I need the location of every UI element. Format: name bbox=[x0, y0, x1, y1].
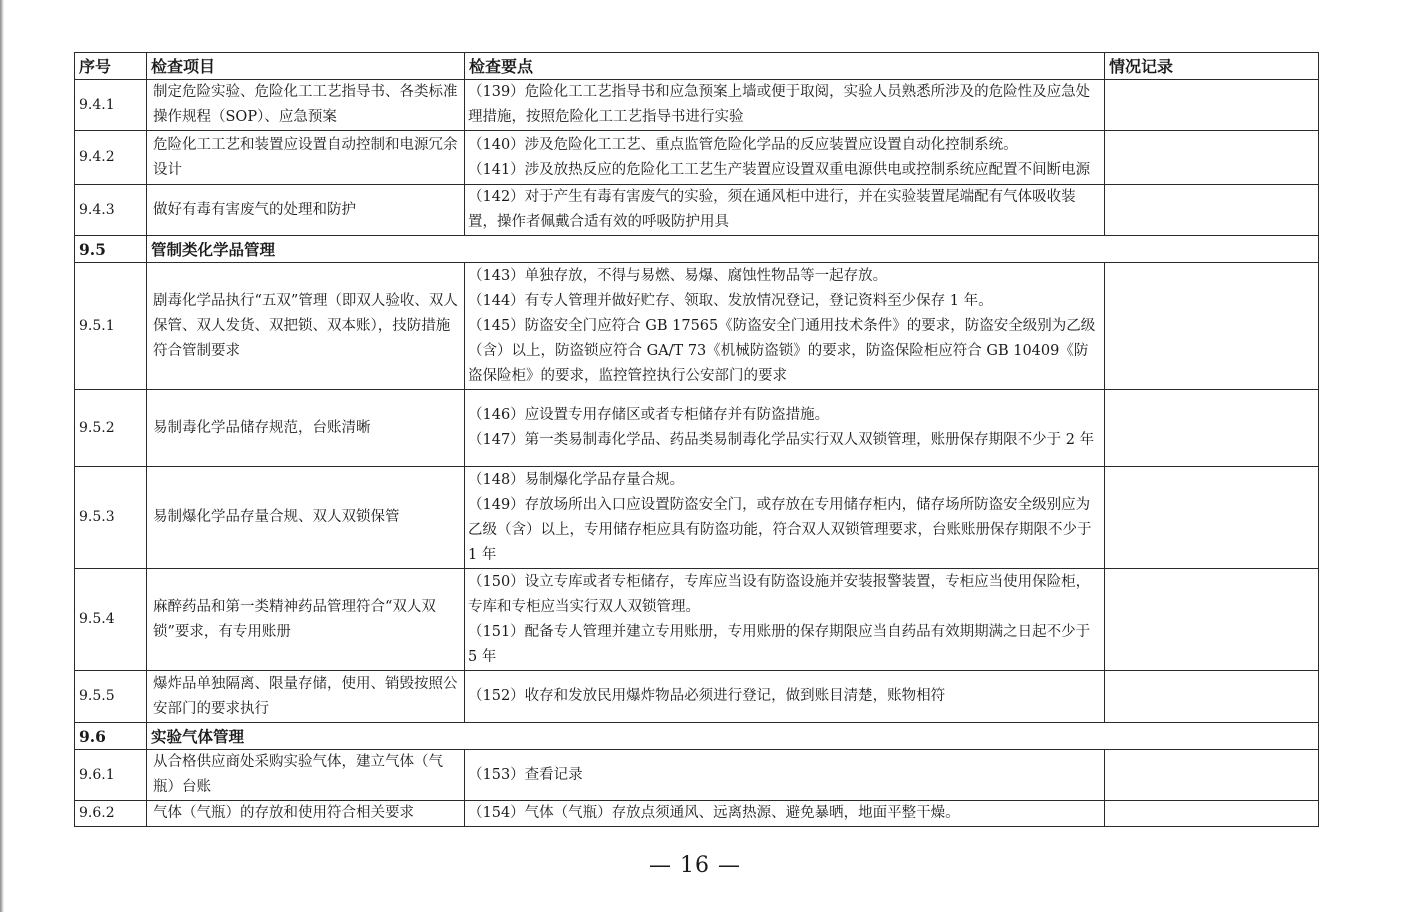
inspection-point: （154）气体（气瓶）存放点须通风、远离热源、避免暴晒，地面平整干燥。 bbox=[468, 805, 960, 821]
section-title: 实验气体管理 bbox=[147, 723, 1319, 750]
inspection-point: （139）危险化工工艺指导书和应急预案上墙或便于取阅，实验人员熟悉所涉及的危险性及应急处理措施，按照危险化工工艺指导书进行实验 bbox=[468, 84, 1091, 125]
table-row bbox=[75, 263, 1319, 390]
inspection-table-page bbox=[74, 52, 1318, 827]
item-number: 9.5.4 bbox=[75, 569, 147, 671]
inspection-point: （140）涉及危险化工工艺、重点监管危险化学品的反应装置应设置自动化控制系统。 bbox=[468, 136, 1018, 153]
status-record-cell[interactable] bbox=[1105, 185, 1319, 236]
inspection-points bbox=[465, 263, 1105, 390]
table-body bbox=[75, 80, 1319, 827]
section-row bbox=[75, 236, 1319, 263]
inspection-item: 气体（气瓶）的存放和使用符合相关要求 bbox=[147, 801, 465, 827]
inspection-point: （149）存放场所出入口应设置防盗安全门，或存放在专用储存柜内，储存场所防盗安全级别应为乙级（含）以上，专用储存柜应具有防盗功能，符合双人双锁管理要求，台账账册保存期限不少于 1 年 bbox=[468, 496, 1092, 563]
table-row bbox=[75, 801, 1319, 827]
item-number: 9.5.5 bbox=[75, 671, 147, 723]
status-record-cell[interactable] bbox=[1105, 801, 1319, 827]
item-number: 9.5.1 bbox=[75, 263, 147, 390]
status-record-cell[interactable] bbox=[1105, 131, 1319, 185]
status-record-cell[interactable] bbox=[1105, 263, 1319, 390]
section-number: 9.5 bbox=[75, 236, 147, 263]
inspection-item: 爆炸品单独隔离、限量存储，使用、销毁按照公安部门的要求执行 bbox=[147, 671, 465, 723]
inspection-points bbox=[465, 671, 1105, 723]
status-record-cell[interactable] bbox=[1105, 390, 1319, 467]
inspection-point: （153）查看记录 bbox=[468, 766, 583, 783]
inspection-item: 做好有毒有害废气的处理和防护 bbox=[147, 185, 465, 236]
inspection-points bbox=[465, 467, 1105, 569]
inspection-item: 易制毒化学品储存规范，台账清晰 bbox=[147, 390, 465, 467]
inspection-item: 制定危险实验、危险化工工艺指导书、各类标准操作规程（SOP）、应急预案 bbox=[147, 80, 465, 131]
status-record-cell[interactable] bbox=[1105, 750, 1319, 801]
item-number: 9.5.3 bbox=[75, 467, 147, 569]
table-row bbox=[75, 390, 1319, 467]
table-row bbox=[75, 80, 1319, 131]
header-serial-number: 序号 bbox=[75, 53, 147, 80]
status-record-cell[interactable] bbox=[1105, 80, 1319, 131]
status-record-cell[interactable] bbox=[1105, 467, 1319, 569]
inspection-points bbox=[465, 390, 1105, 467]
status-record-cell[interactable] bbox=[1105, 569, 1319, 671]
inspection-item: 剧毒化学品执行“五双”管理（即双人验收、双人保管、双人发货、双把锁、双本账），技防措施符合管制要求 bbox=[147, 263, 465, 390]
inspection-point: （150）设立专库或者专柜储存，专库应当设有防盗设施并安装报警装置，专柜应当使用保险柜，专库和专柜应当实行双人双锁管理。 bbox=[468, 573, 1091, 615]
inspection-points bbox=[465, 569, 1105, 671]
item-number: 9.4.1 bbox=[75, 80, 147, 131]
item-number: 9.4.2 bbox=[75, 131, 147, 185]
item-number: 9.5.2 bbox=[75, 390, 147, 467]
inspection-point: （142）对于产生有毒有害废气的实验，须在通风柜中进行，并在实验装置尾端配有气体吸收装置，操作者佩戴合适有效的呼吸防护用具 bbox=[468, 189, 1076, 230]
inspection-point: （143）单独存放，不得与易燃、易爆、腐蚀性物品等一起存放。 bbox=[468, 267, 888, 284]
inspection-point: （145）防盗安全门应符合 GB 17565《防盗安全门通用技术条件》的要求，防盗安全级别为乙级（含）以上，防盗锁应符合 GA/T 73《机械防盗锁》的要求，防盗保险柜应符合 GB 10409《防盗保险柜》的要求，监控管控执行公安部门的要求 bbox=[468, 317, 1096, 384]
page-number: — 16 — bbox=[649, 853, 741, 878]
inspection-points bbox=[465, 185, 1105, 236]
section-title: 管制类化学品管理 bbox=[147, 236, 1319, 263]
table-row bbox=[75, 671, 1319, 723]
inspection-points bbox=[465, 750, 1105, 801]
inspection-checklist-table bbox=[74, 52, 1319, 827]
inspection-item: 易制爆化学品存量合规、双人双锁保管 bbox=[147, 467, 465, 569]
table-header-row bbox=[75, 53, 1319, 80]
scan-page-edge bbox=[0, 0, 4, 912]
inspection-point: （152）收存和发放民用爆炸物品必须进行登记，做到账目清楚，账物相符 bbox=[468, 688, 946, 704]
inspection-point: （151）配备专人管理并建立专用账册，专用账册的保存期限应当自药品有效期期满之日起不少于 5 年 bbox=[468, 623, 1091, 665]
inspection-point: （144）有专人管理并做好贮存、领取、发放情况登记，登记资料至少保存 1 年。 bbox=[468, 292, 993, 309]
inspection-point: （141）涉及放热反应的危险化工工艺生产装置应设置双重电源供电或控制系统应配置不间断电源 bbox=[468, 161, 1091, 178]
table-row bbox=[75, 467, 1319, 569]
inspection-point: （146）应设置专用存储区或者专柜储存并有防盗措施。 bbox=[468, 407, 830, 423]
inspection-points bbox=[465, 801, 1105, 827]
header-inspection-points: 检查要点 bbox=[465, 53, 1105, 80]
table-row bbox=[75, 569, 1319, 671]
section-row bbox=[75, 723, 1319, 750]
header-inspection-item: 检查项目 bbox=[147, 53, 465, 80]
inspection-points bbox=[465, 80, 1105, 131]
item-number: 9.6.1 bbox=[75, 750, 147, 801]
item-number: 9.4.3 bbox=[75, 185, 147, 236]
inspection-point: （148）易制爆化学品存量合规。 bbox=[468, 471, 685, 488]
table-row bbox=[75, 185, 1319, 236]
item-number: 9.6.2 bbox=[75, 801, 147, 827]
header-status-record: 情况记录 bbox=[1105, 53, 1319, 80]
inspection-item: 从合格供应商处采购实验气体，建立气体（气瓶）台账 bbox=[147, 750, 465, 801]
inspection-item: 麻醉药品和第一类精神药品管理符合“双人双锁”要求，有专用账册 bbox=[147, 569, 465, 671]
table-row bbox=[75, 131, 1319, 185]
inspection-points bbox=[465, 131, 1105, 185]
status-record-cell[interactable] bbox=[1105, 671, 1319, 723]
inspection-point: （147）第一类易制毒化学品、药品类易制毒化学品实行双人双锁管理，账册保存期限不少于 2 年 bbox=[468, 432, 1095, 448]
section-number: 9.6 bbox=[75, 723, 147, 750]
inspection-item: 危险化工工艺和装置应设置自动控制和电源冗余设计 bbox=[147, 131, 465, 185]
table-row bbox=[75, 750, 1319, 801]
